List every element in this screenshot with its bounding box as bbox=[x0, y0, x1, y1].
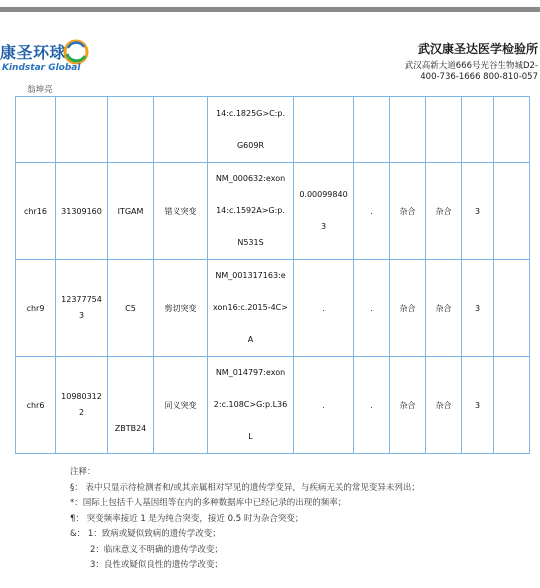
mutation-type-cell: 剪切突变 bbox=[154, 260, 208, 357]
note-line: &： 1：致病或疑似致病的遗传学改变； bbox=[70, 529, 221, 539]
mutation-type-cell: 错义突变 bbox=[154, 163, 208, 260]
zygosity-cell: 杂合 bbox=[426, 260, 462, 357]
table-row-fragment bbox=[16, 97, 530, 163]
frequency-cell: . bbox=[294, 260, 354, 357]
position-cell: 10980312 2 bbox=[56, 357, 108, 454]
frequency-cell: . bbox=[294, 357, 354, 454]
gene-cell: ZBTB24 bbox=[108, 357, 154, 454]
logo-swirl-icon bbox=[62, 38, 90, 66]
gene-cell: C5 bbox=[108, 260, 154, 357]
hgvs-cell: NM_000632:exon 14:c.1592A>G:p. N531S bbox=[208, 163, 294, 260]
hgvs-cell: NM_001317163:e xon16:c.2015-4C> A bbox=[208, 260, 294, 357]
note-subline: 2：临床意义不明确的遗传学改变； bbox=[90, 544, 223, 555]
note-subline: 3：良性或疑似良性的遗传学改变； bbox=[90, 560, 223, 570]
database-cell: . bbox=[354, 357, 390, 454]
zygosity-cell: 杂合 bbox=[426, 163, 462, 260]
company-name: 武汉康圣达医学检验所 bbox=[417, 42, 538, 56]
zygosity-cell: 杂合 bbox=[390, 260, 426, 357]
logo-chinese-text: 康圣环球 bbox=[0, 43, 67, 62]
frequency-cell: 0.00099840 3 bbox=[294, 163, 354, 260]
hgvs-cell: NM_014797:exon 2:c.108C>G:p.L36 L bbox=[208, 357, 294, 454]
table-row bbox=[16, 163, 530, 260]
chr-cell: chr16 bbox=[16, 163, 56, 260]
notes-title: 注释： bbox=[70, 467, 96, 477]
notes-section bbox=[70, 465, 420, 574]
chr-cell: chr6 bbox=[16, 357, 56, 454]
company-address: 武汉高新大道666号光谷生物城D2- bbox=[404, 61, 538, 71]
classification-cell: 3 bbox=[462, 260, 494, 357]
classification-cell: 3 bbox=[462, 163, 494, 260]
logo-english-text: Kindstar Global bbox=[2, 63, 81, 73]
company-phone: 400-736-1666 800-810-057 bbox=[420, 72, 538, 82]
gene-cell: ITGAM bbox=[108, 163, 154, 260]
note-line: §： 表中只显示待检测者和/或其亲属相对罕见的遗传学变异，与疾病无关的常见变异未列出； bbox=[70, 482, 420, 493]
table-row bbox=[16, 260, 530, 357]
database-cell: . bbox=[354, 260, 390, 357]
zygosity-cell: 杂合 bbox=[390, 357, 426, 454]
company-logo bbox=[0, 38, 120, 96]
variant-table bbox=[15, 96, 530, 454]
top-rule bbox=[0, 7, 540, 12]
database-cell: . bbox=[354, 163, 390, 260]
chr-cell: chr9 bbox=[16, 260, 56, 357]
zygosity-cell: 杂合 bbox=[390, 163, 426, 260]
position-cell: 31309160 bbox=[56, 163, 108, 260]
table-row bbox=[16, 357, 530, 454]
note-line: ¶： 突变频率接近 1 是为纯合突变，接近 0.5 时为杂合突变； bbox=[70, 513, 304, 524]
position-cell: 12377754 3 bbox=[56, 260, 108, 357]
variant-table-area bbox=[15, 96, 529, 451]
hgvs-cell: 14:c.1825G>C:p. G609R bbox=[208, 97, 294, 163]
note-line: *：国际上包括千人基因组等在内的多种数据库中已经记录的出现的频率； bbox=[70, 498, 347, 508]
classification-cell: 3 bbox=[462, 357, 494, 454]
mutation-type-cell: 同义突变 bbox=[154, 357, 208, 454]
signer-name: 翁坤亮 bbox=[27, 85, 53, 95]
zygosity-cell: 杂合 bbox=[426, 357, 462, 454]
